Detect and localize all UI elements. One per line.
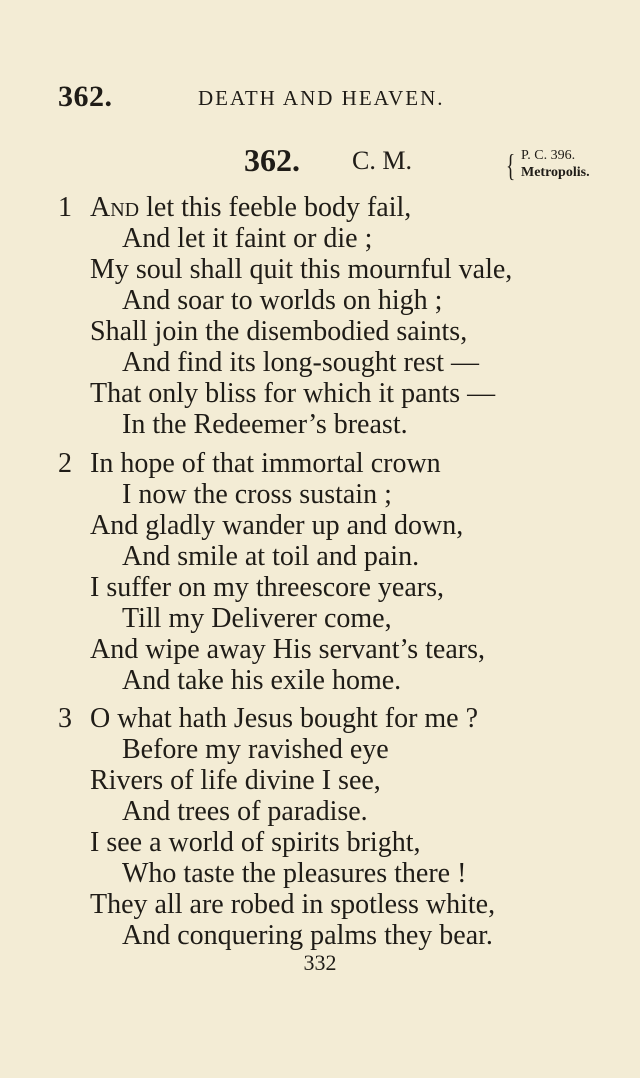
verse-line: And gladly wander up and down, [90, 510, 464, 541]
verse-line: My soul shall quit this mournful vale, [90, 254, 513, 285]
verse-line: I now the cross sustain ; [122, 479, 392, 510]
stanza-number: 3 [58, 703, 72, 734]
hymn-number: 362. [244, 142, 300, 178]
verse-line: O what hath Jesus bought for me ? [90, 703, 479, 734]
verse-line: I see a world of spirits bright, [90, 827, 421, 858]
verse-line: In the Redeemer’s breast. [122, 409, 408, 440]
verse-line: And find its long-sought rest — [122, 347, 479, 378]
verse-line: And let it faint or die ; [122, 223, 373, 254]
page-header [58, 80, 618, 120]
verse-line: And take his exile home. [122, 665, 402, 696]
running-title: DEATH AND HEAVEN. [198, 86, 445, 110]
brace-glyph: { [506, 147, 516, 183]
verse-line: Before my ravished eye [122, 734, 389, 765]
verse-line: That only bliss for which it pants — [90, 378, 496, 409]
stanza-number: 1 [58, 192, 72, 223]
folio-number: 332 [303, 950, 337, 975]
verse-line: And conquering palms they bear. [122, 920, 493, 951]
hymn-meter: C. M. [352, 146, 412, 175]
first-word-small-caps: And [90, 192, 140, 223]
verse-line: Who taste the pleasures there ! [122, 858, 467, 889]
verse-line: Shall join the disembodied saints, [90, 316, 468, 347]
page-number: 362. [58, 80, 113, 113]
verse-line: Till my Deliverer come, [122, 603, 392, 634]
tune-reference: P. C. 396. [521, 148, 576, 163]
verse-line: And smile at toil and pain. [122, 541, 420, 572]
verse-line: In hope of that immortal crown [90, 448, 441, 479]
verse-line: And wipe away His servant’s tears, [90, 634, 486, 665]
verse-line: I suffer on my threescore years, [90, 572, 445, 603]
verse-line: And trees of paradise. [122, 796, 368, 827]
verse-line: They all are robed in spotless white, [90, 889, 496, 920]
verse-line: And soar to worlds on high ; [122, 285, 443, 316]
stanza-number: 2 [58, 448, 72, 479]
verse-line: Rivers of life divine I see, [90, 765, 381, 796]
hymn-heading [0, 142, 640, 192]
verse-line [90, 192, 411, 224]
tune-name: Metropolis. [521, 165, 590, 180]
verse-line-rest: let this feeble body fail, [139, 192, 412, 223]
